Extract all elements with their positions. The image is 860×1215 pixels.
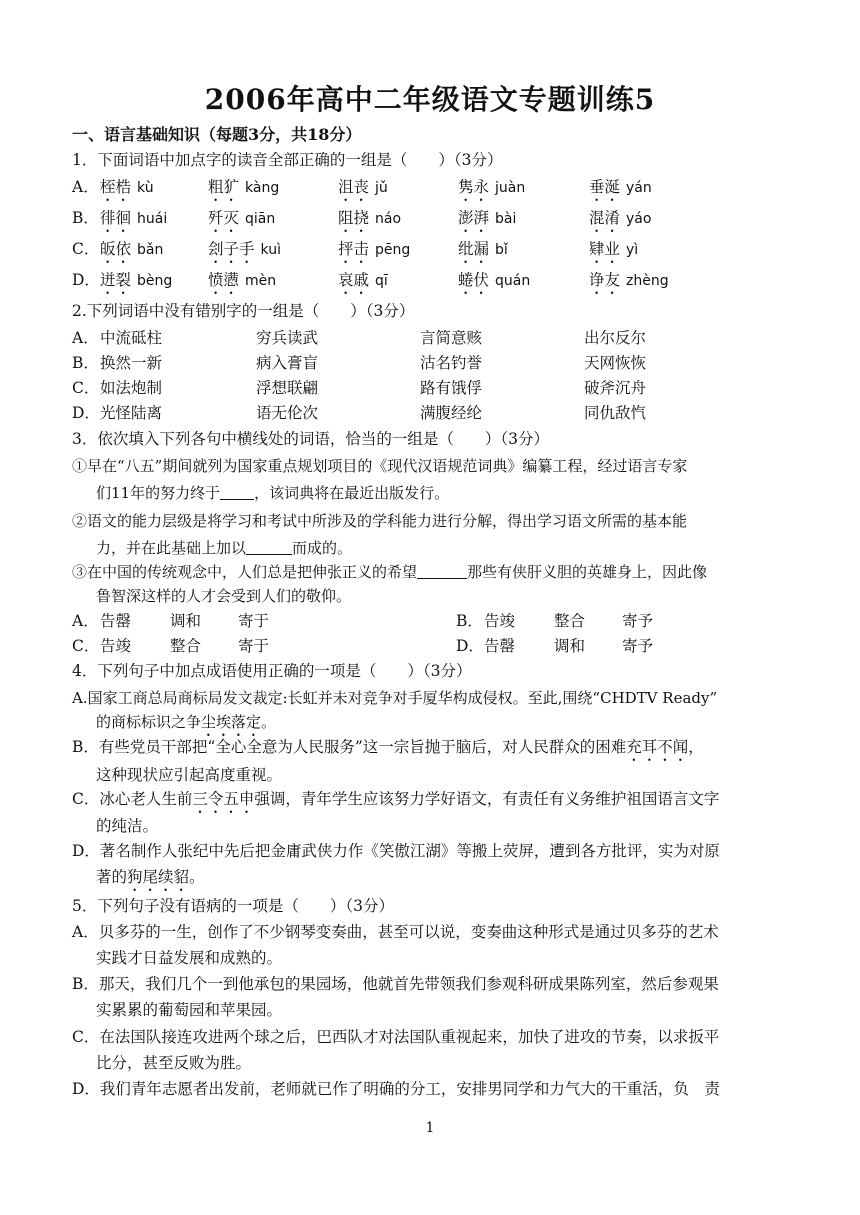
word: 愤懑: [208, 271, 240, 289]
word: 抨击: [338, 240, 370, 258]
pinyin: yì: [626, 242, 639, 258]
option-letter: B．: [456, 612, 483, 630]
idiom: 中流砥柱: [100, 329, 163, 347]
option-word: 整合: [554, 612, 586, 630]
q4-option-c: C．冰心老人生前三令五申强调，青年学生应该努力学好语文，有责任有义务维护祖国语言文字: [72, 790, 720, 808]
word-pinyin-pair: [338, 238, 410, 267]
q4-option-d-cont: 著的狗尾续貂。: [96, 868, 205, 886]
pinyin: yán: [626, 180, 652, 196]
q4-option-b-cont: 这种现状应引起高度重视。: [96, 766, 283, 784]
q1-option-row: [72, 238, 812, 260]
idiom: 换然一新: [100, 354, 163, 372]
word: 迸裂: [100, 271, 132, 289]
word-pinyin-pair: [100, 269, 172, 298]
pinyin: juàn: [495, 180, 526, 196]
emphasized-idiom: 狗尾续貂: [127, 868, 190, 886]
option-letter: D．: [456, 637, 484, 655]
option-word: 调和: [170, 612, 202, 630]
option-word: 寄于: [238, 637, 270, 655]
page-number: 1: [425, 1120, 435, 1136]
idiom: 如法炮制: [100, 379, 163, 397]
word-pinyin-pair: [589, 207, 651, 236]
q5-option-a-cont: 实践才日益发展和成熟的。: [96, 949, 283, 967]
option-word: 告罄: [484, 637, 516, 655]
option-word: 告竣: [100, 637, 132, 655]
fill-blank: [246, 538, 292, 555]
word-pinyin-pair: [589, 269, 669, 298]
pinyin: pēng: [375, 242, 411, 258]
word: 纰漏: [458, 240, 490, 258]
q1-option-row: [72, 269, 812, 291]
word-pinyin-pair: [100, 238, 163, 267]
pinyin: kàng: [245, 180, 280, 196]
word-pinyin-pair: [338, 269, 388, 298]
pinyin: náo: [375, 211, 402, 227]
word: 澎湃: [458, 209, 490, 227]
word: 哀戚: [338, 271, 370, 289]
pinyin: bǐ: [495, 242, 508, 258]
idiom: 天网恢恢: [584, 354, 647, 372]
option-letter: D．: [72, 271, 100, 289]
q3-sentence-2-cont: 力，并在此基础上加以 而成的。: [96, 539, 353, 557]
q1-option-row: [72, 207, 812, 229]
page-title: 2006年高中二年级语文专题训练5: [204, 83, 656, 116]
option-word: 告竣: [484, 612, 516, 630]
word: 沮丧: [338, 178, 370, 196]
word: 混淆: [589, 209, 621, 227]
word-pinyin-pair: [458, 207, 516, 236]
option-letter: C．: [72, 379, 100, 397]
idiom: 路有饿俘: [420, 379, 483, 397]
q5-option-c-cont: 比分，甚至反败为胜。: [96, 1054, 252, 1072]
q3-sentence-2: ②语文的能力层级是将学习和考试中所涉及的学科能力进行分解，得出学习语文所需的基本能: [72, 512, 688, 530]
word: 刽子手: [208, 240, 255, 258]
q5-option-c: C．在法国队接连攻进两个球之后，巴西队才对法国队重视起来，加快了进攻的节奏，以求扳平: [72, 1028, 720, 1046]
word: 粗犷: [208, 178, 240, 196]
pinyin: bǎn: [137, 242, 164, 258]
word: 肄业: [589, 240, 621, 258]
q3-option: [72, 610, 432, 632]
word: 桎梏: [100, 178, 132, 196]
option-letter: C．: [72, 637, 100, 655]
idiom: 破斧沉舟: [584, 379, 647, 397]
word: 徘徊: [100, 209, 132, 227]
q5-option-d: D．我们青年志愿者出发前，老师就已作了明确的分工，安排男同学和力气大的干重活，负 责: [72, 1080, 720, 1098]
option-word: 调和: [554, 637, 586, 655]
word-pinyin-pair: [338, 207, 401, 236]
idiom: 出尔反尔: [584, 329, 647, 347]
q5-option-a: A．贝多芬的一生，创作了不少钢琴变奏曲，甚至可以说，变奏曲这种形式是通过贝多芬的艺术: [72, 923, 719, 941]
word: 蜷伏: [458, 271, 490, 289]
idiom: 沽名钓誉: [420, 354, 483, 372]
word-pinyin-pair: [338, 176, 388, 205]
question-2-stem: 2.下列词语中没有错别字的一组是（ ）（3分）: [72, 302, 415, 320]
option-word: 寄予: [622, 637, 654, 655]
pinyin: zhèng: [626, 273, 669, 289]
pinyin: kù: [137, 180, 154, 196]
q2-option-row: [72, 377, 812, 399]
word-pinyin-pair: [208, 207, 275, 236]
option-letter: D．: [72, 404, 100, 422]
word: 诤友: [589, 271, 621, 289]
q3-sentence-1: ①早在“八五”期间就列为国家重点规划项目的《现代汉语规范词典》编纂工程，经过语言专家: [72, 457, 688, 475]
pinyin: qī: [375, 273, 388, 289]
pinyin: qiān: [245, 211, 276, 227]
q3-option: [72, 635, 432, 657]
word-pinyin-pair: [208, 269, 276, 298]
idiom: 病入膏盲: [256, 354, 319, 372]
idiom: 光怪陆离: [100, 404, 163, 422]
fill-blank: [417, 562, 467, 579]
emphasized-idiom: 三令五申: [192, 790, 255, 808]
q5-option-b: B．那天，我们几个一到他承包的果园场，他就首先带领我们参观科研成果陈列室，然后参观果: [72, 975, 719, 993]
q5-option-b-cont: 实累累的葡萄园和苹果园。: [96, 1001, 283, 1019]
word: 垂涎: [589, 178, 621, 196]
question-3-stem: 3．依次填入下列各句中横线处的词语，恰当的一组是（ ）（3分）: [72, 430, 549, 448]
idiom: 同仇敌忾: [584, 404, 647, 422]
q3-option: [456, 610, 816, 632]
q4-option-d: D．著名制作人张纪中先后把金庸武侠力作《笑傲江湖》等搬上荧屏，遭到各方批评，实为对原: [72, 842, 720, 860]
word-pinyin-pair: [100, 176, 154, 205]
q4-option-c-cont: 的纯洁。: [96, 817, 159, 835]
q3-sentence-1-cont: 们11年的努力终于 ，该词典将在最近出版发行。: [96, 484, 450, 502]
pinyin: huái: [137, 211, 168, 227]
option-letter: A．: [72, 178, 99, 196]
word-pinyin-pair: [458, 269, 530, 298]
pinyin: kuì: [260, 242, 281, 258]
q4-option-a-cont: 的商标标识之争尘埃落定。: [96, 713, 277, 731]
word-pinyin-pair: [458, 238, 508, 267]
option-letter: A．: [72, 612, 99, 630]
word-pinyin-pair: [208, 238, 281, 267]
q3-option: [456, 635, 816, 657]
word-pinyin-pair: [208, 176, 279, 205]
option-word: 整合: [170, 637, 202, 655]
question-5-stem: 5．下列句子没有语病的一项是（ ）（3分）: [72, 897, 394, 915]
q1-option-row: [72, 176, 812, 198]
word-pinyin-pair: [100, 207, 167, 236]
q4-option-a: A.国家工商总局商标局发文裁定:长虹并未对竞争对手厦华构成侵权。至此,围绕“CHDTV Ready”: [72, 689, 718, 707]
option-word: 告罄: [100, 612, 132, 630]
q3-sentence-3: ③在中国的传统观念中，人们总是把伸张正义的希望 那些有侠肝义胆的英雄身上，因此像: [72, 563, 708, 581]
question-1-stem: 1．下面词语中加点字的读音全部正确的一组是（ ）（3分）: [72, 151, 503, 169]
word: 皈依: [100, 240, 132, 258]
word-pinyin-pair: [589, 176, 652, 205]
option-letter: B．: [72, 209, 99, 227]
question-4-stem: 4．下列句子中加点成语使用正确的一项是（ ）（3分）: [72, 662, 472, 680]
emphasized-idiom: 尘埃落定: [201, 713, 262, 731]
word: 隽永: [458, 178, 490, 196]
pinyin: mèn: [245, 273, 277, 289]
idiom: 言简意赅: [420, 329, 483, 347]
q3-sentence-3-cont: 鲁智深这样的人才会受到人们的敬仰。: [96, 587, 352, 605]
option-letter: C．: [72, 240, 100, 258]
option-letter: A．: [72, 329, 99, 347]
idiom: 穷兵读武: [256, 329, 319, 347]
q2-option-row: [72, 352, 812, 374]
idiom: 语无伦次: [256, 404, 319, 422]
pinyin: bài: [495, 211, 517, 227]
fill-blank: [220, 483, 254, 500]
option-word: 寄于: [238, 612, 270, 630]
section-heading: 一、语言基础知识（每题3分，共18分）: [72, 125, 362, 144]
emphasized-idiom: 充耳不闻: [626, 738, 689, 756]
idiom: 浮想联翩: [256, 379, 319, 397]
word: 阻挠: [338, 209, 370, 227]
pinyin: jǔ: [375, 180, 388, 196]
pinyin: quán: [495, 273, 531, 289]
option-letter: B．: [72, 354, 99, 372]
option-word: 寄予: [622, 612, 654, 630]
word-pinyin-pair: [458, 176, 525, 205]
pinyin: yáo: [626, 211, 652, 227]
word: 歼灭: [208, 209, 240, 227]
idiom: 满腹经纶: [420, 404, 483, 422]
pinyin: bèng: [137, 273, 173, 289]
q2-option-row: [72, 327, 812, 349]
q2-option-row: [72, 402, 812, 424]
word-pinyin-pair: [589, 238, 638, 267]
q4-option-b: B．有些党员干部把“全心全意为人民服务”这一宗旨抛于脑后，对人民群众的困难充耳不闻，: [72, 738, 704, 756]
